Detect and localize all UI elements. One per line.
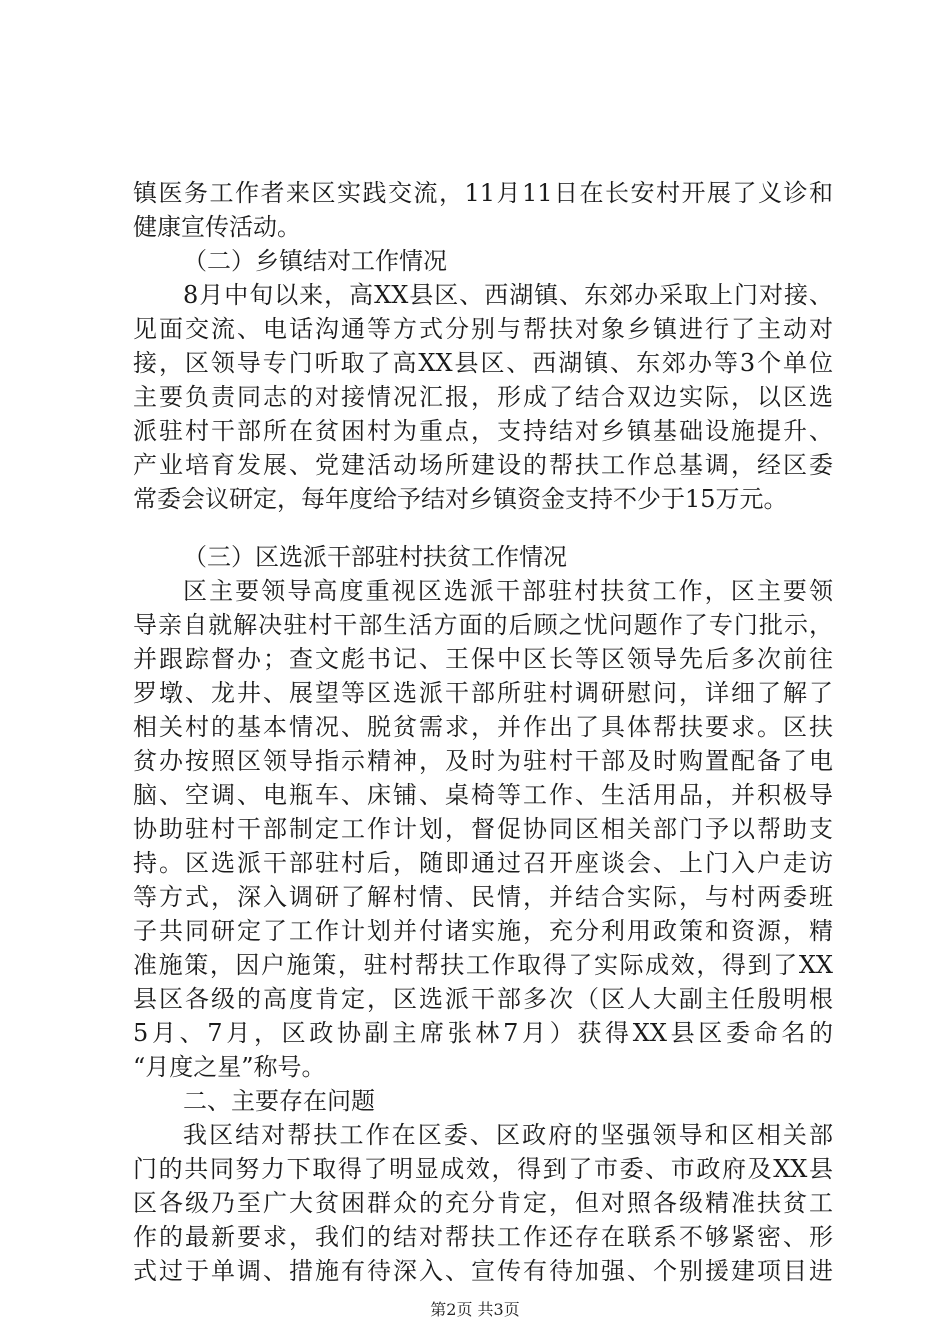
paragraph-line: 常委会议研定，每年度给予结对乡镇资金支持不少于15万元。 xyxy=(133,485,788,513)
paragraph-line: 贫办按照区领导指示精神，及时为驻村干部及时购置配备了电 xyxy=(133,747,833,775)
paragraph-line: 接，区领导专门听取了高XX县区、西湖镇、东郊办等3个单位 xyxy=(133,349,833,377)
page-number-footer: 第2页 共3页 xyxy=(430,1300,520,1319)
paragraph-line: 门的共同努力下取得了明显成效，得到了市委、市政府及XX县 xyxy=(133,1155,833,1183)
paragraph-line: 5月、7月，区政协副主席张林7月）获得XX县区委命名的 xyxy=(133,1019,833,1047)
paragraph-line: 相关村的基本情况、脱贫需求，并作出了具体帮扶要求。区扶 xyxy=(133,713,833,741)
paragraph-line: 准施策，因户施策，驻村帮扶工作取得了实际成效，得到了XX xyxy=(133,951,833,979)
paragraph-line: 持。区选派干部驻村后，随即通过召开座谈会、上门入户走访 xyxy=(133,849,833,877)
section-heading: 二、主要存在问题 xyxy=(183,1087,375,1115)
paragraph-line: 8月中旬以来，高XX县区、西湖镇、东郊办采取上门对接、 xyxy=(183,281,833,309)
paragraph-line: 子共同研定了工作计划并付诸实施，充分利用政策和资源，精 xyxy=(133,917,833,945)
paragraph-line: 区各级乃至广大贫困群众的充分肯定，但对照各级精准扶贫工 xyxy=(133,1189,833,1217)
paragraph-line: 等方式，深入调研了解村情、民情，并结合实际，与村两委班 xyxy=(133,883,833,911)
paragraph-line: 式过于单调、措施有待深入、宣传有待加强、个别援建项目进 xyxy=(133,1257,833,1285)
paragraph-line: 作的最新要求，我们的结对帮扶工作还存在联系不够紧密、形 xyxy=(133,1223,833,1251)
paragraph-line: “月度之星”称号。 xyxy=(133,1053,326,1081)
paragraph-line: 导亲自就解决驻村干部生活方面的后顾之忧问题作了专门批示， xyxy=(133,611,833,639)
section-heading: （二）乡镇结对工作情况 xyxy=(183,247,447,275)
paragraph-line: 罗墩、龙井、展望等区选派干部所驻村调研慰问，详细了解了 xyxy=(133,679,833,707)
paragraph-line: 协助驻村干部制定工作计划，督促协同区相关部门予以帮助支 xyxy=(133,815,833,843)
paragraph-line: 健康宣传活动。 xyxy=(133,213,301,241)
paragraph-line: 我区结对帮扶工作在区委、区政府的坚强领导和区相关部 xyxy=(183,1121,833,1149)
paragraph-line: 见面交流、电话沟通等方式分别与帮扶对象乡镇进行了主动对 xyxy=(133,315,833,343)
section-heading: （三）区选派干部驻村扶贫工作情况 xyxy=(183,543,567,571)
paragraph-line: 产业培育发展、党建活动场所建设的帮扶工作总基调，经区委 xyxy=(133,451,833,479)
paragraph-line: 并跟踪督办；查文彪书记、王保中区长等区领导先后多次前往 xyxy=(133,645,833,673)
paragraph-line: 脑、空调、电瓶车、床铺、桌椅等工作、生活用品，并积极导 xyxy=(133,781,833,809)
paragraph-line: 区主要领导高度重视区选派干部驻村扶贫工作，区主要领 xyxy=(183,577,833,605)
paragraph-line: 派驻村干部所在贫困村为重点，支持结对乡镇基础设施提升、 xyxy=(133,417,833,445)
paragraph-line: 镇医务工作者来区实践交流，11月11日在长安村开展了义诊和 xyxy=(133,179,833,207)
paragraph-line: 县区各级的高度肯定，区选派干部多次（区人大副主任殷明根 xyxy=(133,985,833,1013)
paragraph-line: 主要负责同志的对接情况汇报，形成了结合双边实际，以区选 xyxy=(133,383,833,411)
